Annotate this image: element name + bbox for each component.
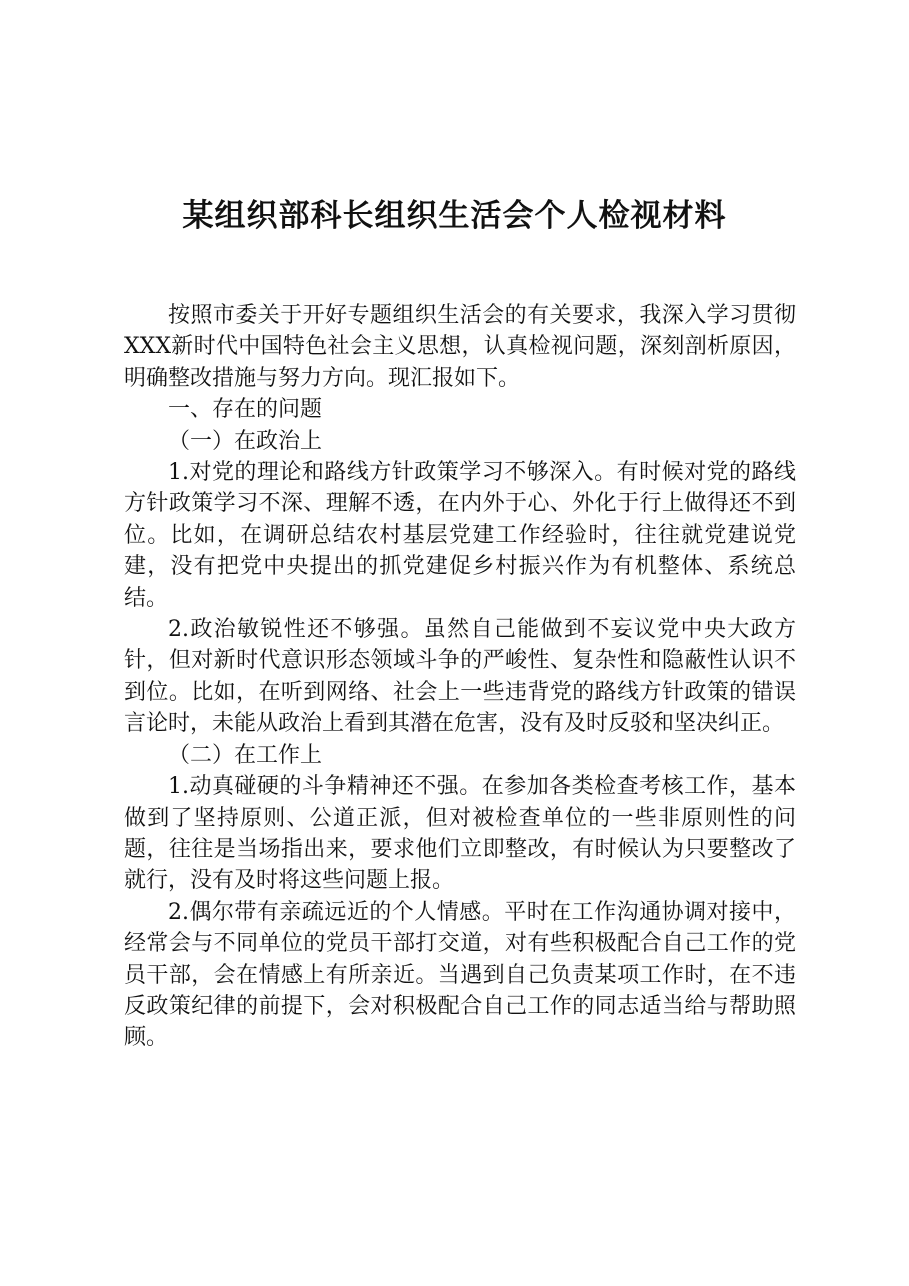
document-title: 某组织部科长组织生活会个人检视材料 <box>182 198 727 234</box>
document-body <box>124 300 796 1054</box>
political-item-1: 1.对党的理论和路线方针政策学习不够深入。有时候对党的路线方针政策学习不深、理解不透，在内外于心、外化于行上做得还不到位。比如，在调研总结农村基层党建工作经验时，往往就党建说党建，没有把党中央提出的抓党建促乡村振兴作为有机整体、系统总结。 <box>124 460 796 611</box>
political-item-2: 2.政治敏锐性还不够强。虽然自己能做到不妄议党中央大政方针，但对新时代意识形态领域斗争的严峻性、复杂性和隐蔽性认识不到位。比如，在听到网络、社会上一些违背党的路线方针政策的错误言论时，未能从政治上看到其潜在危害，没有及时反驳和坚决纠正。 <box>124 617 796 737</box>
section-heading-problems: 一、存在的问题 <box>168 397 323 423</box>
subsection-heading-political: （一）在政治上 <box>168 428 323 454</box>
intro-paragraph: 按照市委关于开好专题组织生活会的有关要求，我深入学习贯彻XXX新时代中国特色社会主义思想，认真检视问题，深刻剖析原因，明确整改措施与努力方向。现汇报如下。 <box>124 303 796 391</box>
work-item-1: 1.动真碰硬的斗争精神还不强。在参加各类检查考核工作，基本做到了坚持原则、公道正派，但对被检查单位的一些非原则性的问题，往往是当场指出来，要求他们立即整改，有时候认为只要整改了就行，没有及时将这些问题上报。 <box>124 774 796 894</box>
work-item-2: 2.偶尔带有亲疏远近的个人情感。平时在工作沟通协调对接中，经常会与不同单位的党员干部打交道，对有些积极配合自己工作的党员干部，会在情感上有所亲近。当遇到自己负责某项工作时，在不违反政策纪律的前提下，会对积极配合自己工作的同志适当给与帮助照顾。 <box>124 899 796 1051</box>
subsection-heading-work: （二）在工作上 <box>168 742 323 768</box>
